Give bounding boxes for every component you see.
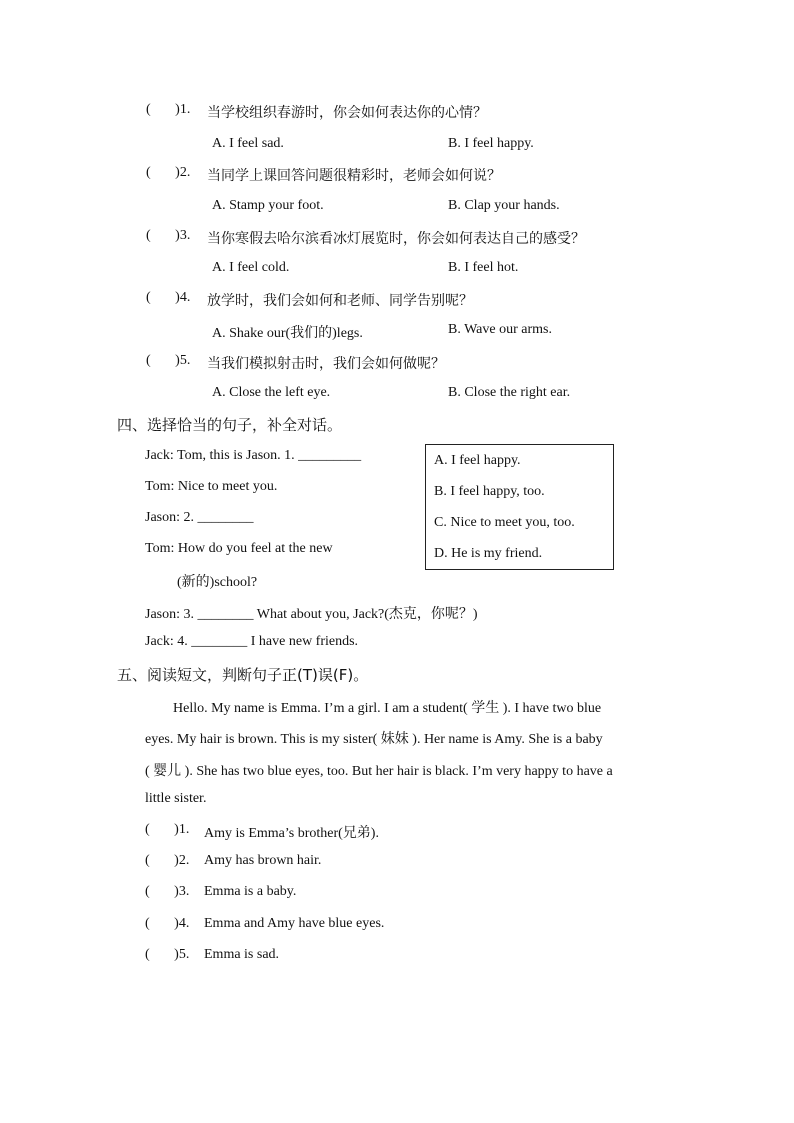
q1-text: 当学校组织春游时，你会如何表达你的心情？ [207,105,487,121]
answer-options-box [425,444,614,570]
passage-line-3: ( 婴儿 ). She has two blue eyes, too. But her hair is black. I’m very happy to have a [145,764,613,779]
q5-text: 当我们模拟射击时，我们会如何做呢？ [207,356,445,372]
q5-bracket[interactable]: ( )5. [146,353,191,368]
passage-line-1: Hello. My name is Emma. I’m a girl. I am a student( 学生 ). I have two blue [173,701,602,716]
dialogue-line-5: Jason: 3. ________ What about you, Jack?(杰克，你呢？) [145,607,478,622]
q2-text: 当同学上课回答问题很精彩时，老师会如何说？ [207,168,501,184]
q3-option-a[interactable]: A. I feel cold. [212,260,290,275]
q2-option-b[interactable]: B. Clap your hands. [448,198,560,213]
passage-line-2: eyes. My hair is brown. This is my sister( 妹妹 ). Her name is Amy. She is a baby [145,732,603,747]
tf-5-text: Emma is sad. [204,947,280,962]
answer-option-c: C. Nice to meet you, too. [434,515,575,530]
q2-bracket[interactable]: ( )2. [146,165,191,180]
passage-line-4: little sister. [145,791,207,806]
dialogue-line-2: Tom: Nice to meet you. [145,479,278,494]
section5-title: 五、阅读短文，判断句子正(T)误(F)。 [117,666,369,684]
q3-option-b[interactable]: B. I feel hot. [448,260,519,275]
dialogue-line-4-cont: (新的)school? [177,575,258,590]
q3-text: 当你寒假去哈尔滨看冰灯展览时，你会如何表达自己的感受？ [207,231,585,247]
answer-option-a: A. I feel happy. [434,453,521,468]
q1-option-a[interactable]: A. I feel sad. [212,136,284,151]
dialogue-line-4: Tom: How do you feel at the new [145,541,333,556]
tf-5-bracket[interactable]: ( )5. [145,947,190,962]
tf-1-text: Amy is Emma’s brother(兄弟). [204,826,379,841]
tf-4-bracket[interactable]: ( )4. [145,916,190,931]
tf-2-bracket[interactable]: ( )2. [145,853,190,868]
answer-option-d: D. He is my friend. [434,546,543,561]
tf-3-bracket[interactable]: ( )3. [145,884,190,899]
q3-bracket[interactable]: ( )3. [146,228,191,243]
tf-3-text: Emma is a baby. [204,884,297,899]
q1-bracket[interactable]: ( )1. [146,102,191,117]
dialogue-line-6: Jack: 4. ________ I have new friends. [145,634,359,649]
dialogue-line-1: Jack: Tom, this is Jason. 1. _________ [145,448,362,463]
q4-option-b[interactable]: B. Wave our arms. [448,322,552,337]
q2-option-a[interactable]: A. Stamp your foot. [212,198,324,213]
section4-title: 四、选择恰当的句子，补全对话。 [117,416,343,434]
q1-option-b[interactable]: B. I feel happy. [448,136,534,151]
tf-2-text: Amy has brown hair. [204,853,322,868]
q4-text: 放学时，我们会如何和老师、同学告别呢？ [207,293,473,309]
q5-option-b[interactable]: B. Close the right ear. [448,385,571,400]
dialogue-line-3: Jason: 2. ________ [145,510,254,525]
answer-option-b: B. I feel happy, too. [434,484,545,499]
q4-option-a[interactable]: A. Shake our(我们的)legs. [212,326,363,341]
tf-1-bracket[interactable]: ( )1. [145,822,190,837]
tf-4-text: Emma and Amy have blue eyes. [204,916,385,931]
q5-option-a[interactable]: A. Close the left eye. [212,385,331,400]
q4-bracket[interactable]: ( )4. [146,290,191,305]
